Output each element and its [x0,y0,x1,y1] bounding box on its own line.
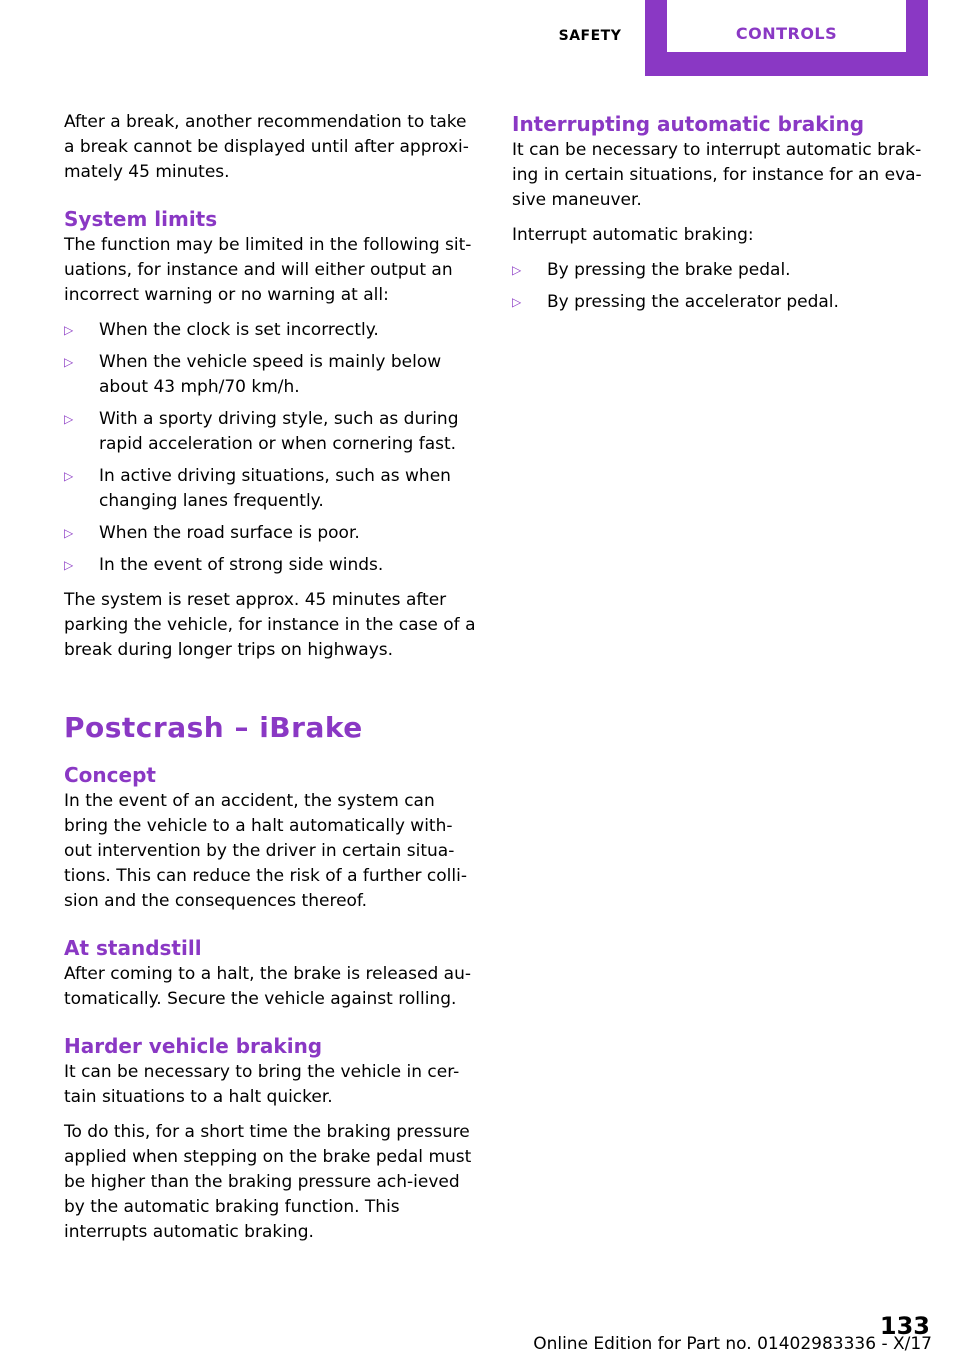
page-number: 133 [879,1312,930,1340]
interrupt-label: Interrupt automatic braking: [512,225,754,245]
harder-braking-text-1: It can be necessary to bring the vehicle in cer-tain situations to a halt quicker. [64,1062,460,1107]
postcrash-title: Postcrash – iBrake [64,711,363,744]
list-item: ▷ By pressing the accelerator pedal. [512,290,928,315]
harder-braking-heading: Harder vehicle braking [64,1034,323,1058]
triangle-bullet-icon: ▷ [64,558,74,572]
tab-controls-label: CONTROLS [735,24,838,43]
tab-safety[interactable] [535,0,645,76]
triangle-bullet-icon: ▷ [64,355,74,369]
list-item: ▷ With a sporty driving style, such as during rapid acceleration or when cornering fast. [64,409,459,454]
interrupting-braking-text: It can be necessary to interrupt automatic brak-ing in certain situations, for instance for an eva-sive maneuver. [512,140,922,210]
tab-controls-inner [667,0,906,52]
triangle-bullet-icon: ▷ [512,263,522,277]
list-item: ▷ In active driving situations, such as when changing lanes frequently. [64,466,451,511]
right-column [512,110,928,325]
list-item: ▷ In the event of strong side winds. [64,553,480,578]
triangle-bullet-icon: ▷ [512,295,522,309]
standstill-heading: At standstill [64,936,202,960]
left-column [64,110,480,1255]
triangle-bullet-icon: ▷ [64,412,74,426]
interrupt-list [512,258,928,315]
list-item: ▷ When the clock is set incorrectly. [64,318,480,343]
standstill-text: After coming to a halt, the brake is released au-tomatically. Secure the vehicle against rolling. [64,964,472,1009]
system-limits-list [64,318,480,578]
harder-braking-text-2: To do this, for a short time the braking pressure applied when stepping on the brake pedal must be higher than the braking pressure ach-ieved by the automatic braking function. This interrupts automatic braking. [64,1122,472,1242]
tab-controls[interactable] [645,0,928,76]
triangle-bullet-icon: ▷ [64,323,74,337]
concept-text: In the event of an accident, the system can bring the vehicle to a halt automatically with-out intervention by the driver in certain situa-tions. This can reduce the risk of a further colli-sion and the consequences thereof. [64,791,467,911]
triangle-bullet-icon: ▷ [64,526,74,540]
system-limits-heading: System limits [64,207,218,231]
reset-paragraph: The system is reset approx. 45 minutes after parking the vehicle, for instance in the case of a break during longer trips on highways. [64,590,476,660]
tab-safety-label: SAFETY [558,28,622,44]
interrupting-braking-heading: Interrupting automatic braking [512,112,865,136]
intro-paragraph: After a break, another recommendation to take a break cannot be displayed until after approxi-mately 45 minutes. [64,112,469,182]
list-item: ▷ By pressing the brake pedal. [512,258,928,283]
list-item: ▷ When the vehicle speed is mainly below about 43 mph/70 km/h. [64,352,442,397]
concept-heading: Concept [64,763,156,787]
list-item: ▷ When the road surface is poor. [64,521,480,546]
system-limits-text: The function may be limited in the following sit-uations, for instance and will either output an incorrect warning or no warning at all: [64,235,472,305]
edition-footer: Online Edition for Part no. 01402983336 - X/17 [533,1334,932,1354]
triangle-bullet-icon: ▷ [64,469,74,483]
